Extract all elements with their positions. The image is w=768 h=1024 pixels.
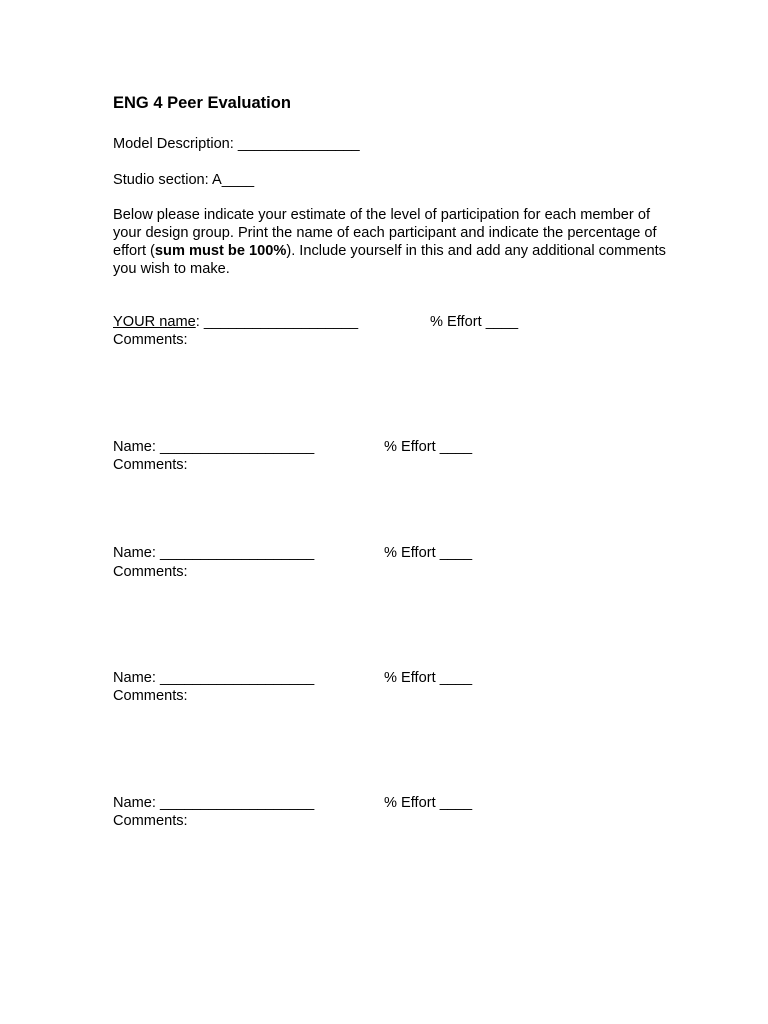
page-title: ENG 4 Peer Evaluation	[113, 94, 291, 112]
member-comments-label: Comments:	[113, 688, 188, 704]
your-name-field	[113, 313, 358, 331]
member-comments-label: Comments:	[113, 564, 188, 580]
member-name-field: Name: ___________________	[113, 670, 315, 686]
your-name-blank: : ___________________	[195, 314, 359, 330]
member-effort-field: % Effort ____	[384, 545, 473, 561]
your-comments-label: Comments:	[113, 332, 188, 348]
instructions-text-2: ). Include yourself in this and add any additional comments you wish to make.	[113, 243, 666, 277]
member-comments-label: Comments:	[113, 813, 188, 829]
member-effort-field: % Effort ____	[384, 439, 473, 455]
studio-section-field: Studio section: A____	[113, 172, 255, 188]
member-name-field: Name: ___________________	[113, 545, 315, 561]
member-effort-field: % Effort ____	[384, 670, 473, 686]
member-name-field: Name: ___________________	[113, 795, 315, 811]
member-comments-label: Comments:	[113, 457, 188, 473]
member-effort-field: % Effort ____	[384, 795, 473, 811]
instructions-paragraph	[113, 206, 673, 278]
your-name-label: YOUR name	[113, 314, 196, 330]
your-effort-field: % Effort ____	[430, 314, 519, 330]
model-description-field: Model Description: _______________	[113, 136, 360, 152]
instructions-text-1: Below please indicate your estimate of the level of participation for each member of your design group. Print the name of each participant and indicate the percentage of effort (	[113, 207, 657, 259]
instructions-bold-text: sum must be 100%	[154, 243, 287, 259]
member-name-field: Name: ___________________	[113, 439, 315, 455]
